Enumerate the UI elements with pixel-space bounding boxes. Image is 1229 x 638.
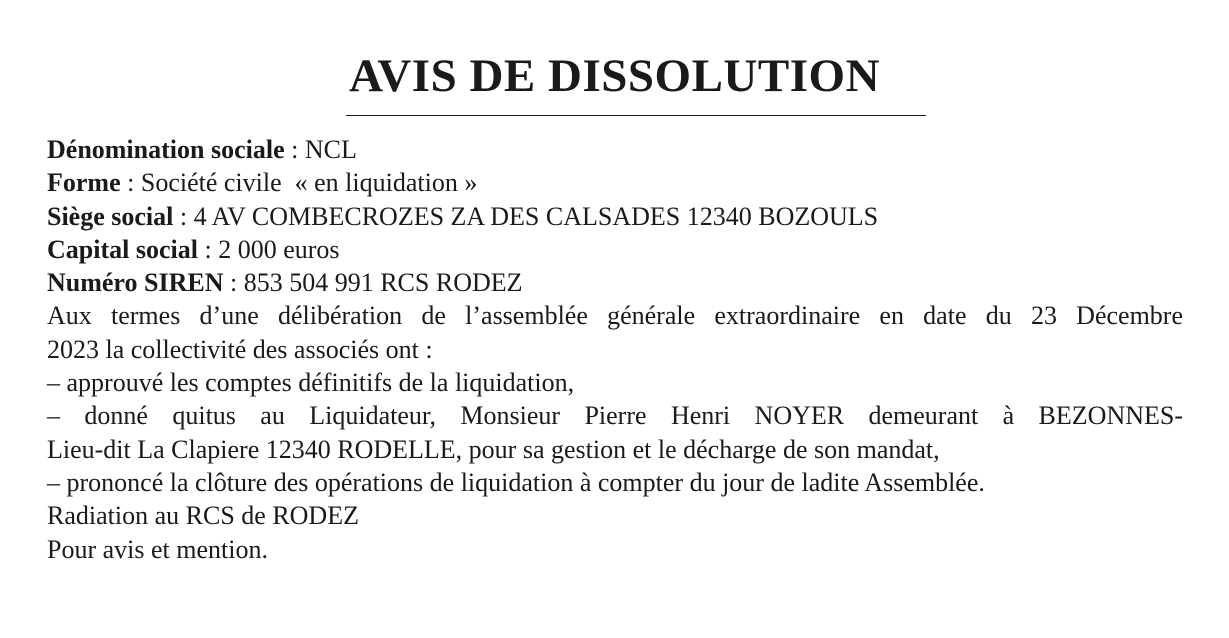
title-divider [346, 115, 926, 116]
paragraph-line: Aux termes d’une délibération de l’assemblée générale extraordinaire en date du 23 Décembre [47, 301, 1183, 331]
field-capital-social [47, 233, 1183, 266]
field-siege-social [47, 200, 1183, 233]
paragraph-line: 2023 la collectivité des associés ont : [47, 334, 433, 364]
field-label: Forme [47, 168, 121, 198]
field-siren [47, 266, 1183, 299]
field-separator: : [223, 268, 244, 298]
field-separator: : [173, 201, 194, 231]
notice-title: AVIS DE DISSOLUTION [348, 50, 881, 102]
field-label: Dénomination sociale [47, 135, 285, 164]
field-separator: : [120, 168, 141, 198]
paragraph-line: Lieu-dit La Clapiere 12340 RODELLE, pour sa gestion et le décharge de son mandat, [47, 434, 940, 464]
field-label: Numéro SIREN [47, 268, 224, 298]
paragraph-line: – approuvé les comptes définitifs de la liquidation, [47, 368, 575, 398]
paragraph-line: – prononcé la clôture des opérations de liquidation à compter du jour de ladite Assemblée. [47, 467, 985, 497]
field-forme [47, 166, 1183, 199]
notice-body [47, 133, 1183, 566]
field-value: 4 AV COMBECROZES ZA DES CALSADES 12340 BOZOULS [193, 201, 879, 231]
field-value: Société civile « en liquidation » [140, 168, 478, 198]
field-value: 2 000 euros [218, 234, 340, 264]
field-denomination [47, 133, 1183, 166]
field-separator: : [197, 234, 219, 264]
field-label: Capital social [47, 234, 198, 264]
field-label: Siège social [47, 201, 174, 231]
field-value: 853 504 991 RCS RODEZ [243, 268, 523, 298]
paragraph-line: – donné quitus au Liquidateur, Monsieur Pierre Henri NOYER demeurant à BEZONNES- [47, 401, 1183, 431]
field-value: NCL [304, 135, 357, 164]
paragraph-line: Radiation au RCS de RODEZ [47, 501, 359, 531]
paragraph-line: Pour avis et mention. [47, 534, 268, 564]
field-separator: : [284, 135, 305, 164]
